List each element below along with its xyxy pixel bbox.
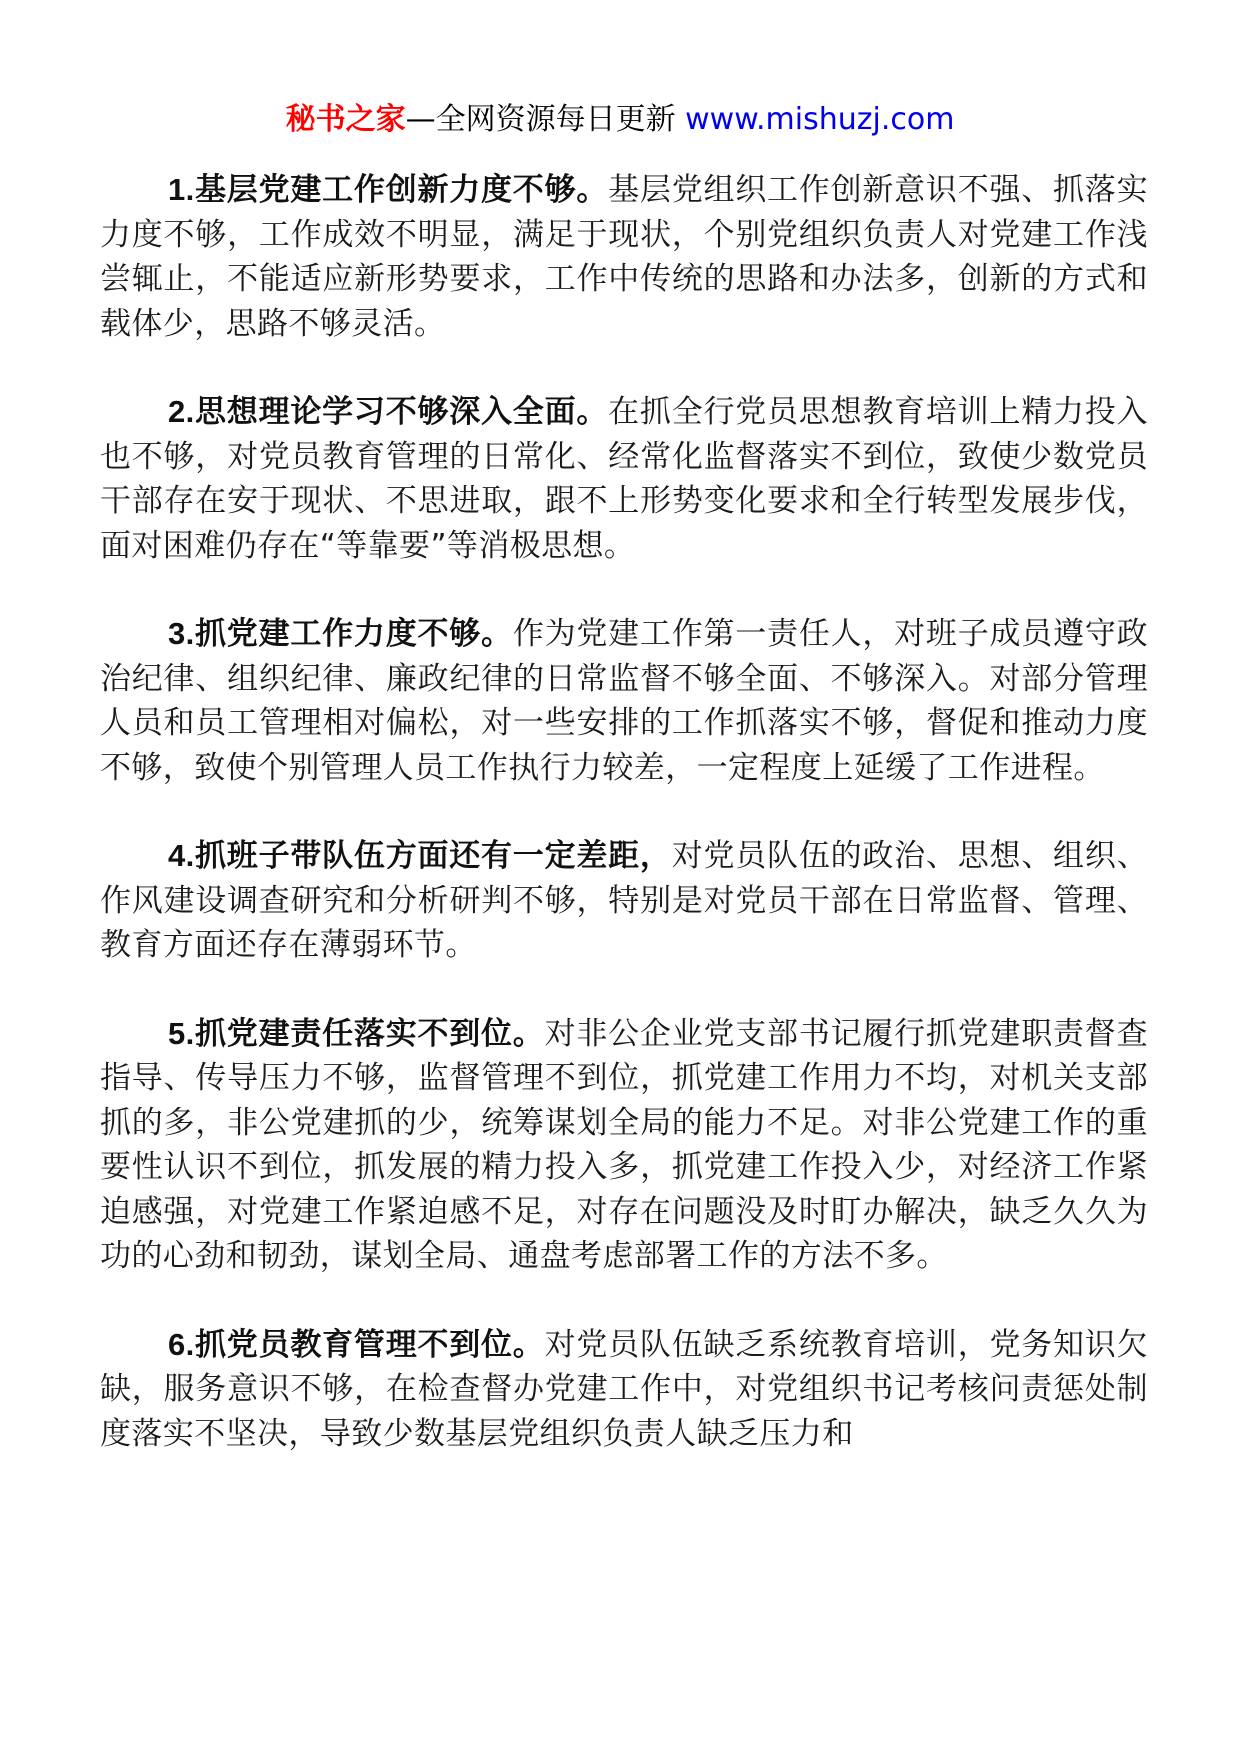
document-body xyxy=(100,168,1148,1500)
paragraph-heading: 4.抓班子带队伍方面还有一定差距， xyxy=(168,838,672,873)
brand-name: 秘书之家 xyxy=(285,102,406,137)
paragraph-heading: 2.思想理论学习不够深入全面。 xyxy=(168,394,609,429)
paragraph-text: 对党员队伍的政治、思想、组织、作风建设调查研究和分析研判不够，特别是对党员干部在日常监督、管理、教育方面还存在薄弱环节。 xyxy=(100,838,1148,963)
paragraph-3 xyxy=(100,612,1148,790)
paragraph-text: 对非公企业党支部书记履行抓党建职责督查指导、传导压力不够，监督管理不到位，抓党建工作用力不均，对机关支部抓的多，非公党建抓的少，统筹谋划全局的能力不足。对非公党建工作的重要性认识不到位，抓发展的精力投入多，抓党建工作投入少，对经济工作紧迫感强，对党建工作紧迫感不足，对存在问题没及时盯办解决，缺乏久久为功的心劲和韧劲，谋划全局、通盘考虑部署工作的方法不多。 xyxy=(100,1015,1148,1274)
paragraph-text: 基层党组织工作创新意识不强、抓落实力度不够，工作成效不明显，满足于现状，个别党组织负责人对党建工作浅尝辄止，不能适应新形势要求，工作中传统的思路和办法多，创新的方式和载体少，思路不够灵活。 xyxy=(100,172,1148,342)
header-tagline: —全网资源每日更新 xyxy=(405,102,676,137)
paragraph-heading: 5.抓党建责任落实不到位。 xyxy=(168,1015,545,1051)
page-header xyxy=(0,100,1240,140)
paragraph-4 xyxy=(100,834,1148,968)
paragraph-6 xyxy=(100,1323,1148,1457)
website-link[interactable]: www.mishuzj.com xyxy=(685,102,955,137)
paragraph-heading: 3.抓党建工作力度不够。 xyxy=(168,616,513,651)
paragraph-5 xyxy=(100,1012,1148,1279)
paragraph-text: 在抓全行党员思想教育培训上精力投入也不够，对党员教育管理的日常化、经常化监督落实不到位，致使少数党员干部存在安于现状、不思进取，跟不上形势变化要求和全行转型发展步伐，面对困难仍存在“等靠要”等消极思想。 xyxy=(100,394,1148,564)
paragraph-text: 作为党建工作第一责任人，对班子成员遵守政治纪律、组织纪律、廉政纪律的日常监督不够全面、不够深入。对部分管理人员和员工管理相对偏松，对一些安排的工作抓落实不够，督促和推动力度不够，致使个别管理人员工作执行力较差，一定程度上延缓了工作进程。 xyxy=(100,616,1148,786)
paragraph-2 xyxy=(100,390,1148,568)
paragraph-text: 对党员队伍缺乏系统教育培训，党务知识欠缺，服务意识不够，在检查督办党建工作中，对党组织书记考核问责惩处制度落实不坚决，导致少数基层党组织负责人缺乏压力和 xyxy=(100,1326,1148,1452)
paragraph-heading: 6.抓党员教育管理不到位。 xyxy=(168,1326,545,1362)
paragraph-heading: 1.基层党建工作创新力度不够。 xyxy=(168,172,609,207)
paragraph-1 xyxy=(100,168,1148,346)
